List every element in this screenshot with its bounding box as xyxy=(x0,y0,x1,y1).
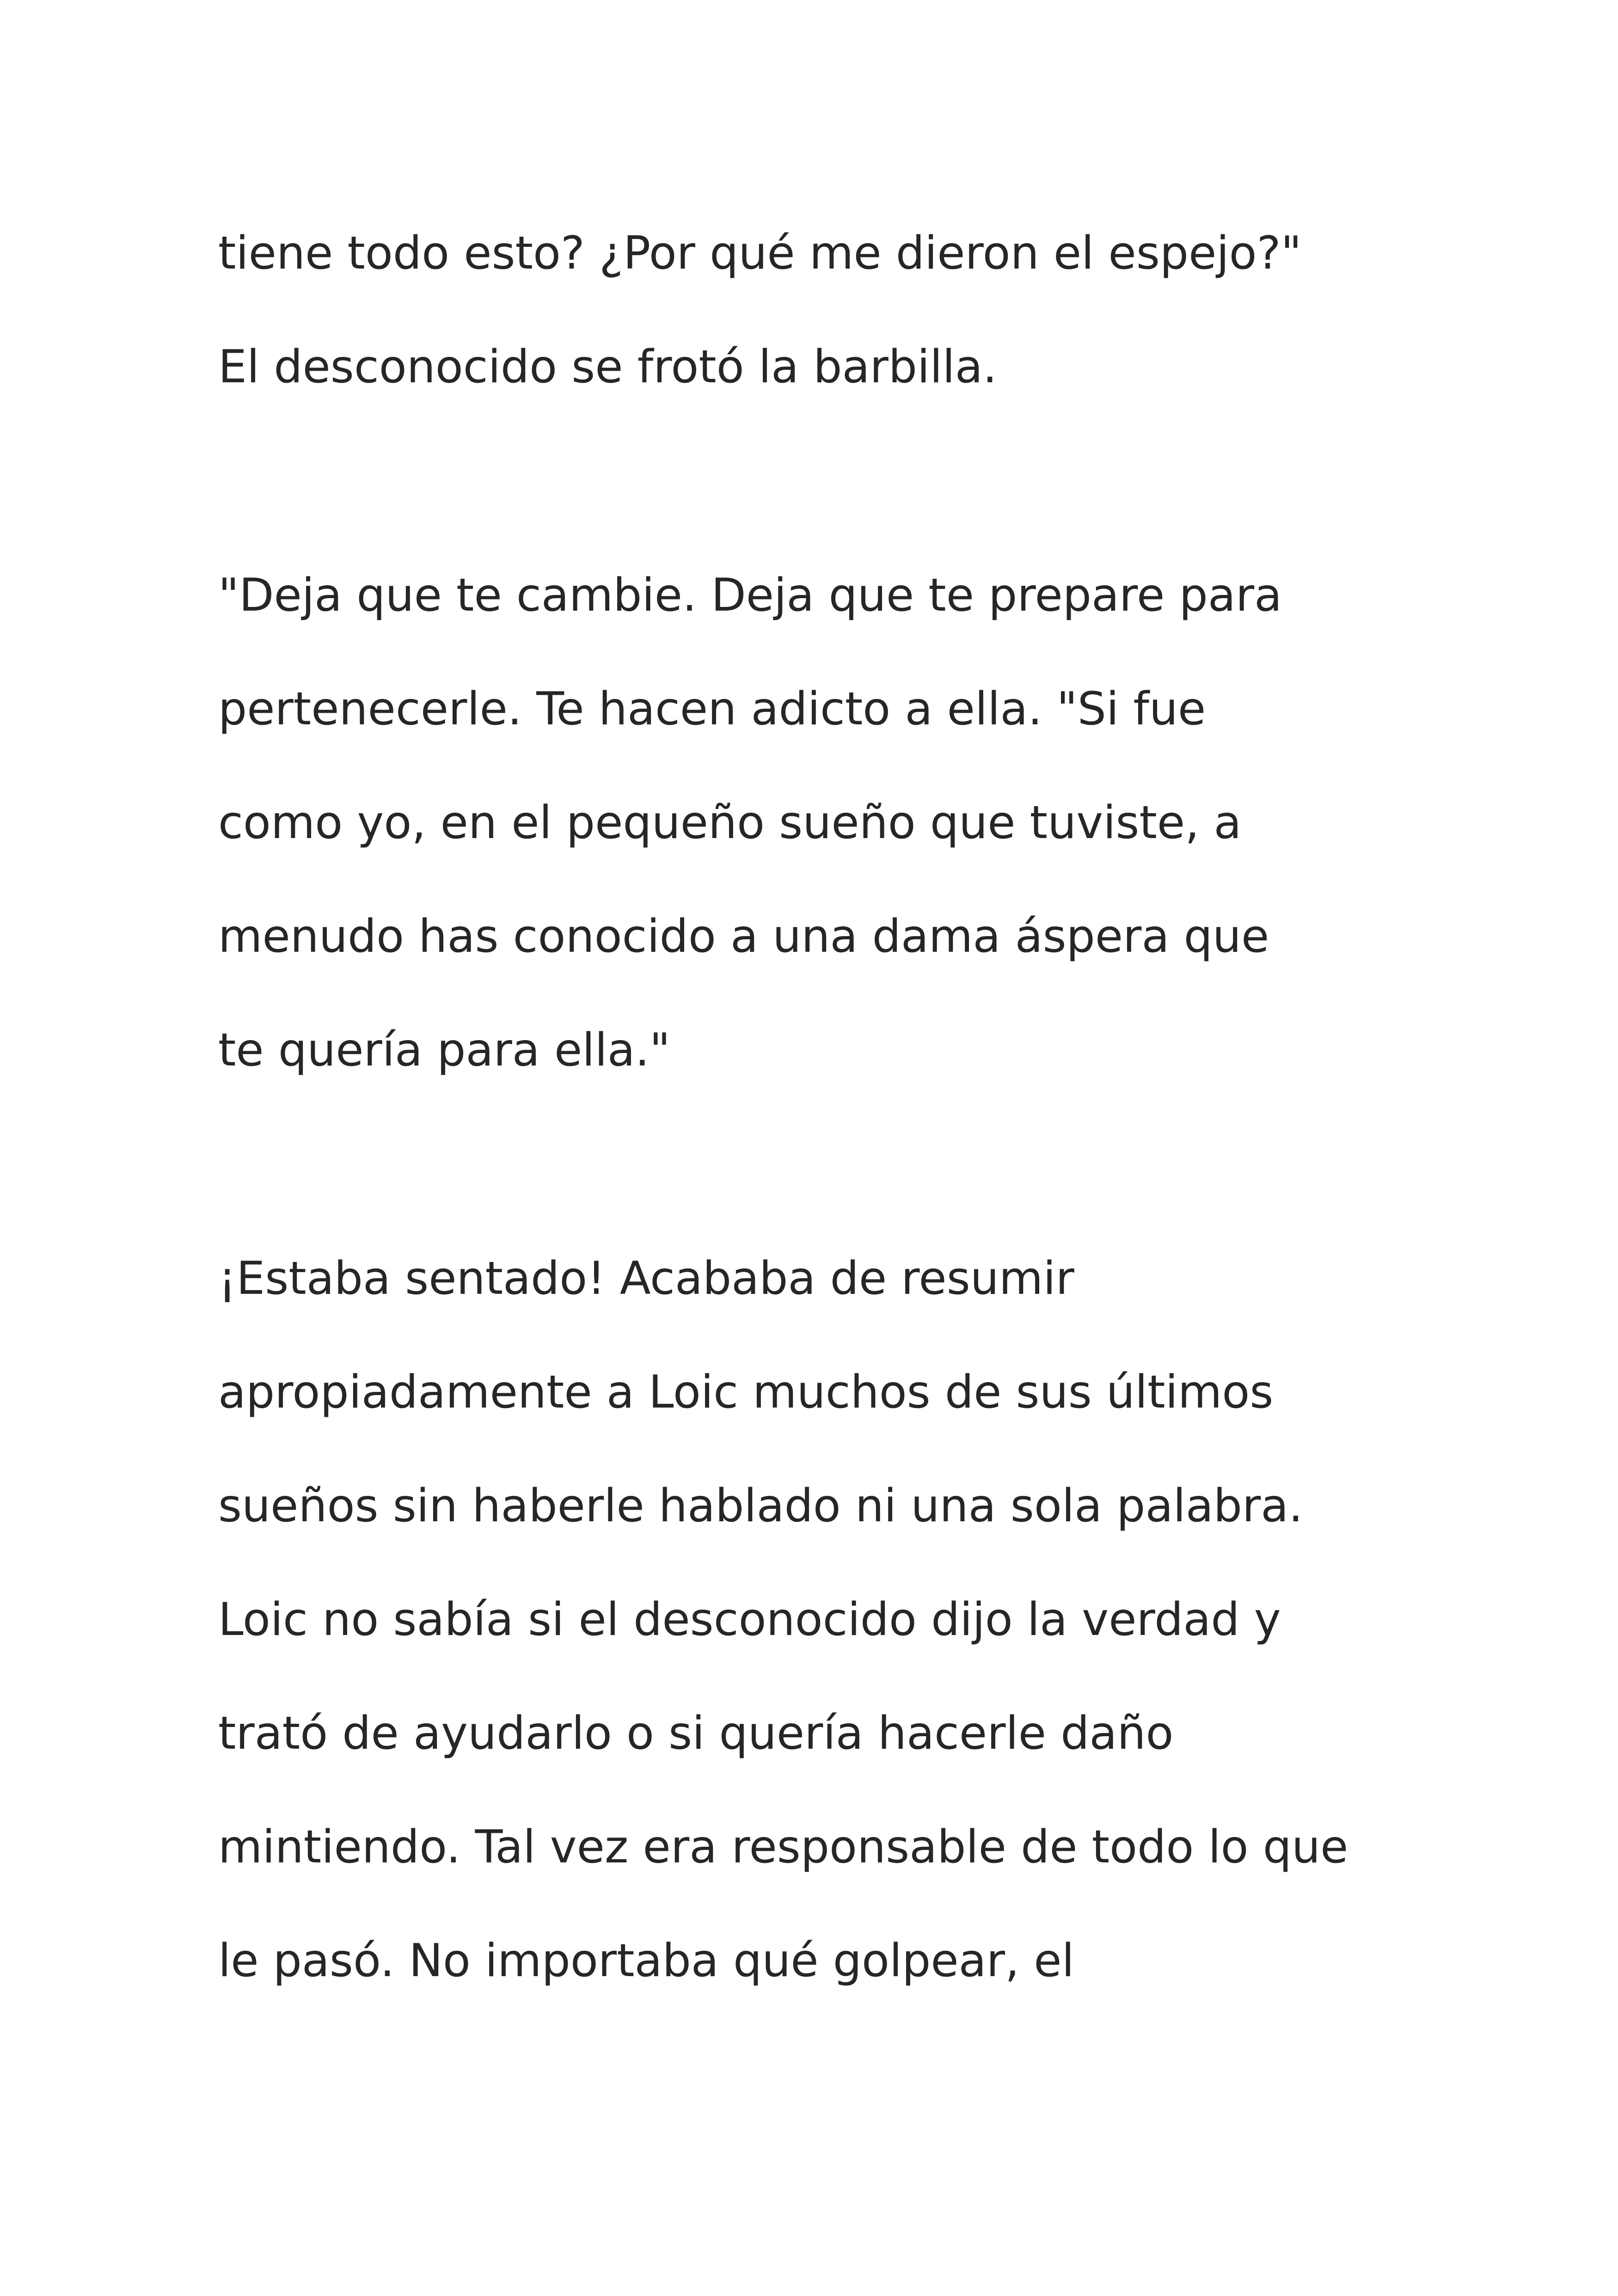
text-line: sueños sin haberle hablado ni una sola palabra. xyxy=(218,1480,1303,1532)
text-line: pertenecerle. Te hacen adicto a ella. "Si fue xyxy=(218,683,1206,735)
text-line: Loic no sabía si el desconocido dijo la verdad y xyxy=(218,1593,1281,1646)
text-line: le pasó. No importaba qué golpear, el xyxy=(218,1935,1074,1987)
text-line: El desconocido se frotó la barbilla. xyxy=(218,341,997,393)
text-line: ¡Estaba sentado! Acababa de resumir xyxy=(218,1252,1074,1305)
text-line: tiene todo esto? ¿Por qué me dieron el espejo?" xyxy=(218,227,1302,280)
text-line: trató de ayudarlo o si quería hacerle daño xyxy=(218,1707,1174,1760)
text-line: como yo, en el pequeño sueño que tuviste, a xyxy=(218,796,1242,849)
text-line: te quería para ella." xyxy=(218,1024,670,1077)
text-line: apropiadamente a Loic muchos de sus últimos xyxy=(218,1366,1274,1419)
text-line: menudo has conocido a una dama áspera que xyxy=(218,910,1269,963)
text-line: "Deja que te cambie. Deja que te prepare para xyxy=(218,569,1282,622)
text-line: mintiendo. Tal vez era responsable de todo lo que xyxy=(218,1821,1348,1874)
